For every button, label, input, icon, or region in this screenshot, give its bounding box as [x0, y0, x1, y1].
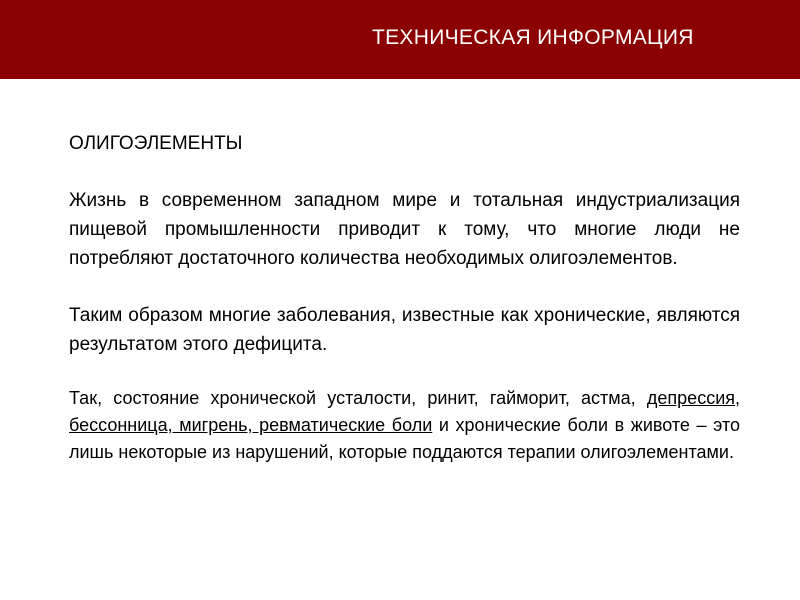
slide-content	[69, 132, 740, 466]
header-bar	[0, 0, 800, 79]
paragraph-chronic-diseases: Таким образом многие заболевания, известные как хронические, являются результатом этого дефицита.	[69, 305, 740, 355]
conditions-intro: Так, состояние хронической усталости, ринит, гайморит, астма,	[69, 388, 647, 408]
paragraph-lifestyle: Жизнь в современном западном мире и тотальная индустриализация пищевой промышленности приводит к тому, что многие люди не потребляют достаточного количества необходимых олигоэлементов.	[69, 190, 740, 269]
header-title: ТЕХНИЧЕСКАЯ ИНФОРМАЦИЯ	[372, 26, 694, 49]
section-heading: ОЛИГОЭЛЕМЕНТЫ	[69, 133, 243, 154]
conditions-underlined: депрессия, бессонница, мигрень, ревматические боли	[69, 388, 740, 435]
conditions-outro: и хронические боли в животе – это лишь некоторые из нарушений, которые поддаются терапии олигоэлементами.	[69, 415, 740, 462]
paragraph-conditions	[69, 385, 740, 466]
